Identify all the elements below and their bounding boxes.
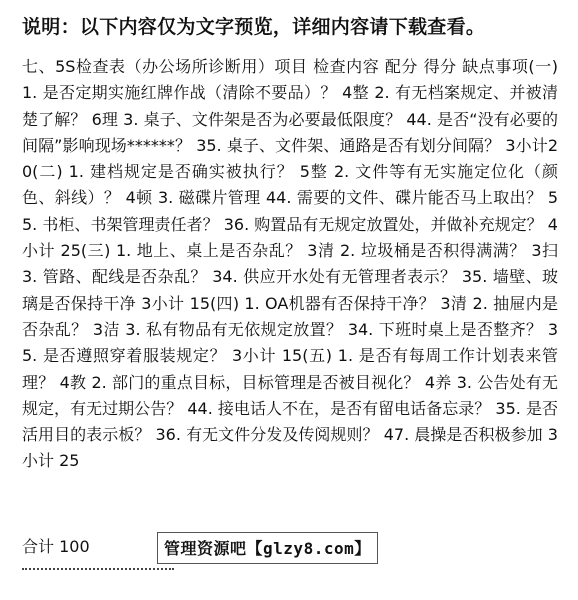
site-watermark-box (157, 532, 378, 564)
watermark-url: glzy8.com (263, 539, 355, 558)
dotted-divider (22, 568, 174, 570)
preview-notice: 说明：以下内容仅为文字预览，详细内容请下载查看。 (22, 16, 486, 38)
checklist-body-text: 七、5S检查表（办公场所诊断用）项目 检查内容 配分 得分 缺点事项(一) 1. 是否定期实施红牌作战（清除不要品）？ 4整 2. 有无档案规定、并被清楚了解？ 6理 3. 桌子、文件架是否为必要最低限度？ 44. 是否“没有必要的间隔”影响现场******？ 35. 桌子、文件架、通路是否有划分间隔？ 3小计20(二) 1. 建档规定是否确实被执行？ 5整 2. 文件等有无实施定位化（颜色、斜线）？ 4顿 3. 磁碟片管理 44. 需要的文件、碟片能否马上取出？ 55. 书柜、书架管理责任者？ 36. 购置品有无规定放置处，并做补充规定？ 4小计 25(三) 1. 地上、桌上是否杂乱？ 3清 2. 垃圾桶是否积得满满？ 3扫 3. 管路、配线是否杂乱？ 34. 供应开水处有无管理者表示？ 35. 墙壁、玻璃是否保持干净 3小计 15(四) 1. OA机器有否保持干净？ 3清 2. 抽屉内是否杂乱？ 3洁 3. 私有物品有无依规定放置？ 34. 下班时桌上是否整齐？ 35. 是否遵照穿着服装规定？ 3小计 15(五) 1. 是否有每周工作计划表来管理？ 4教 2. 部门的重点目标，目标管理是否被目视化？ 4养 3. 公告处有无规定，有无过期公告？ 44. 接电话人不在，是否有留电话备忘录？ 35. 是否活用目的表示板？ 36. 有无文件分发及传阅规则？ 47. 晨操是否积极参加 3小计 25 (22, 57, 558, 471)
watermark-bracket-close: 】 (354, 539, 371, 558)
document-page (22, 0, 558, 600)
watermark-bracket-open: 【 (246, 539, 264, 558)
footer-row (22, 532, 558, 564)
total-score-text: 合计 100 (22, 537, 90, 556)
watermark-label: 管理资源吧 (164, 539, 247, 558)
